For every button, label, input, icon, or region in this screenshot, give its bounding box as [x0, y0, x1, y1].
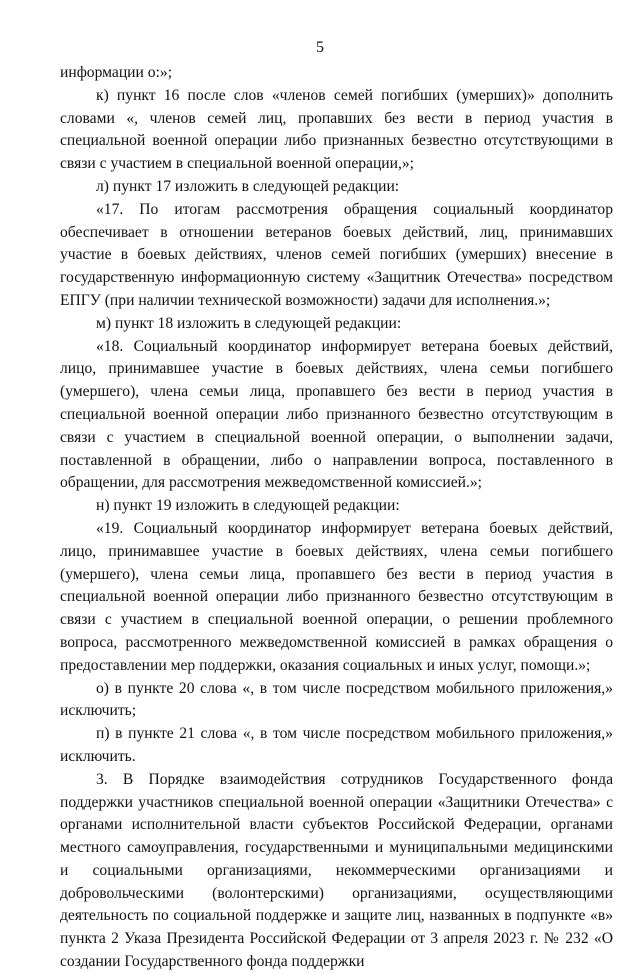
paragraph-item-k: к) пункт 16 после слов «членов семей погибших (умерших)» дополнить словами «, членов семей лиц, пропавших без вести в период участия в специальной военной операции либо признанных безвестно отсутствующими в связи с участием в специальной военной операции,»;	[60, 86, 613, 173]
paragraph-item-m: м) пункт 18 изложить в следующей редакции:	[96, 314, 402, 332]
paragraph-item-p: п) в пункте 21 слова «, в том числе посредством мобильного приложения,» исключить.	[60, 725, 613, 765]
paragraph-item-l: л) пункт 17 изложить в следующей редакции:	[96, 177, 400, 195]
paragraph-continuation: информации о:»;	[60, 64, 173, 81]
paragraph-clause-17: «17. По итогам рассмотрения обращения социальный координатор обеспечивает в отношении ветеранов боевых действий, лиц, принимавших участие в боевых действиях, членов семей погибших (умерших) внесение в государственную информационную систему «Защитник Отечества» посредством ЕПГУ (при наличии технической возможности) задачи для исполнения.»;	[60, 200, 613, 309]
paragraph-section-3: 3. В Порядке взаимодействия сотрудников Государственного фонда поддержки участников специальной военной операции «Защитники Отечества» с органами исполнительной власти субъектов Российской Федерации, органами местного самоуправления, государственными и муниципальными медицинскими и социальными организациями, некоммерческими организациями и добровольческими (волонтерскими) организациями, осуществляющими деятельность по социальной поддержке и защите лиц, названных в подпункте «в» пункта 2 Указа Президента Российской Федерации от 3 апреля 2023 г. № 232 «О создании Государственного фонда поддержки	[60, 770, 613, 971]
paragraph-item-o: о) в пункте 20 слова «, в том числе посредством мобильного приложения,» исключить;	[60, 679, 613, 720]
page-number: 5	[316, 39, 324, 56]
paragraph-clause-18: «18. Социальный координатор информирует ветерана боевых действий, лицо, принимавшее участие в боевых действиях, члена семьи погибшего (умершего), члена семьи лица, пропавшего без вести в период участия в специальной военной операции либо признанного безвестно отсутствующим в связи с участием в специальной военной операции, о выполнении задачи, поставленной в обращении, либо о направлении вопроса, поставленного в обращении, для рассмотрения межведомственной комиссией.»;	[60, 337, 613, 492]
document-body	[60, 62, 613, 974]
paragraph-clause-19: «19. Социальный координатор информирует ветерана боевых действий, лицо, принимавшее участие в боевых действиях, члена семьи погибшего (умершего), члена семьи лица, пропавшего без вести в период участия в специальной военной операции либо признанного безвестно отсутствующим в связи с участием в специальной военной операции, о решении проблемного вопроса, рассмотренного межведомственной комиссией в рамках обращения о предоставлении мер поддержки, оказания социальных и иных услуг, помощи.»;	[60, 519, 613, 674]
paragraph-item-n: н) пункт 19 изложить в следующей редакции:	[96, 497, 400, 515]
